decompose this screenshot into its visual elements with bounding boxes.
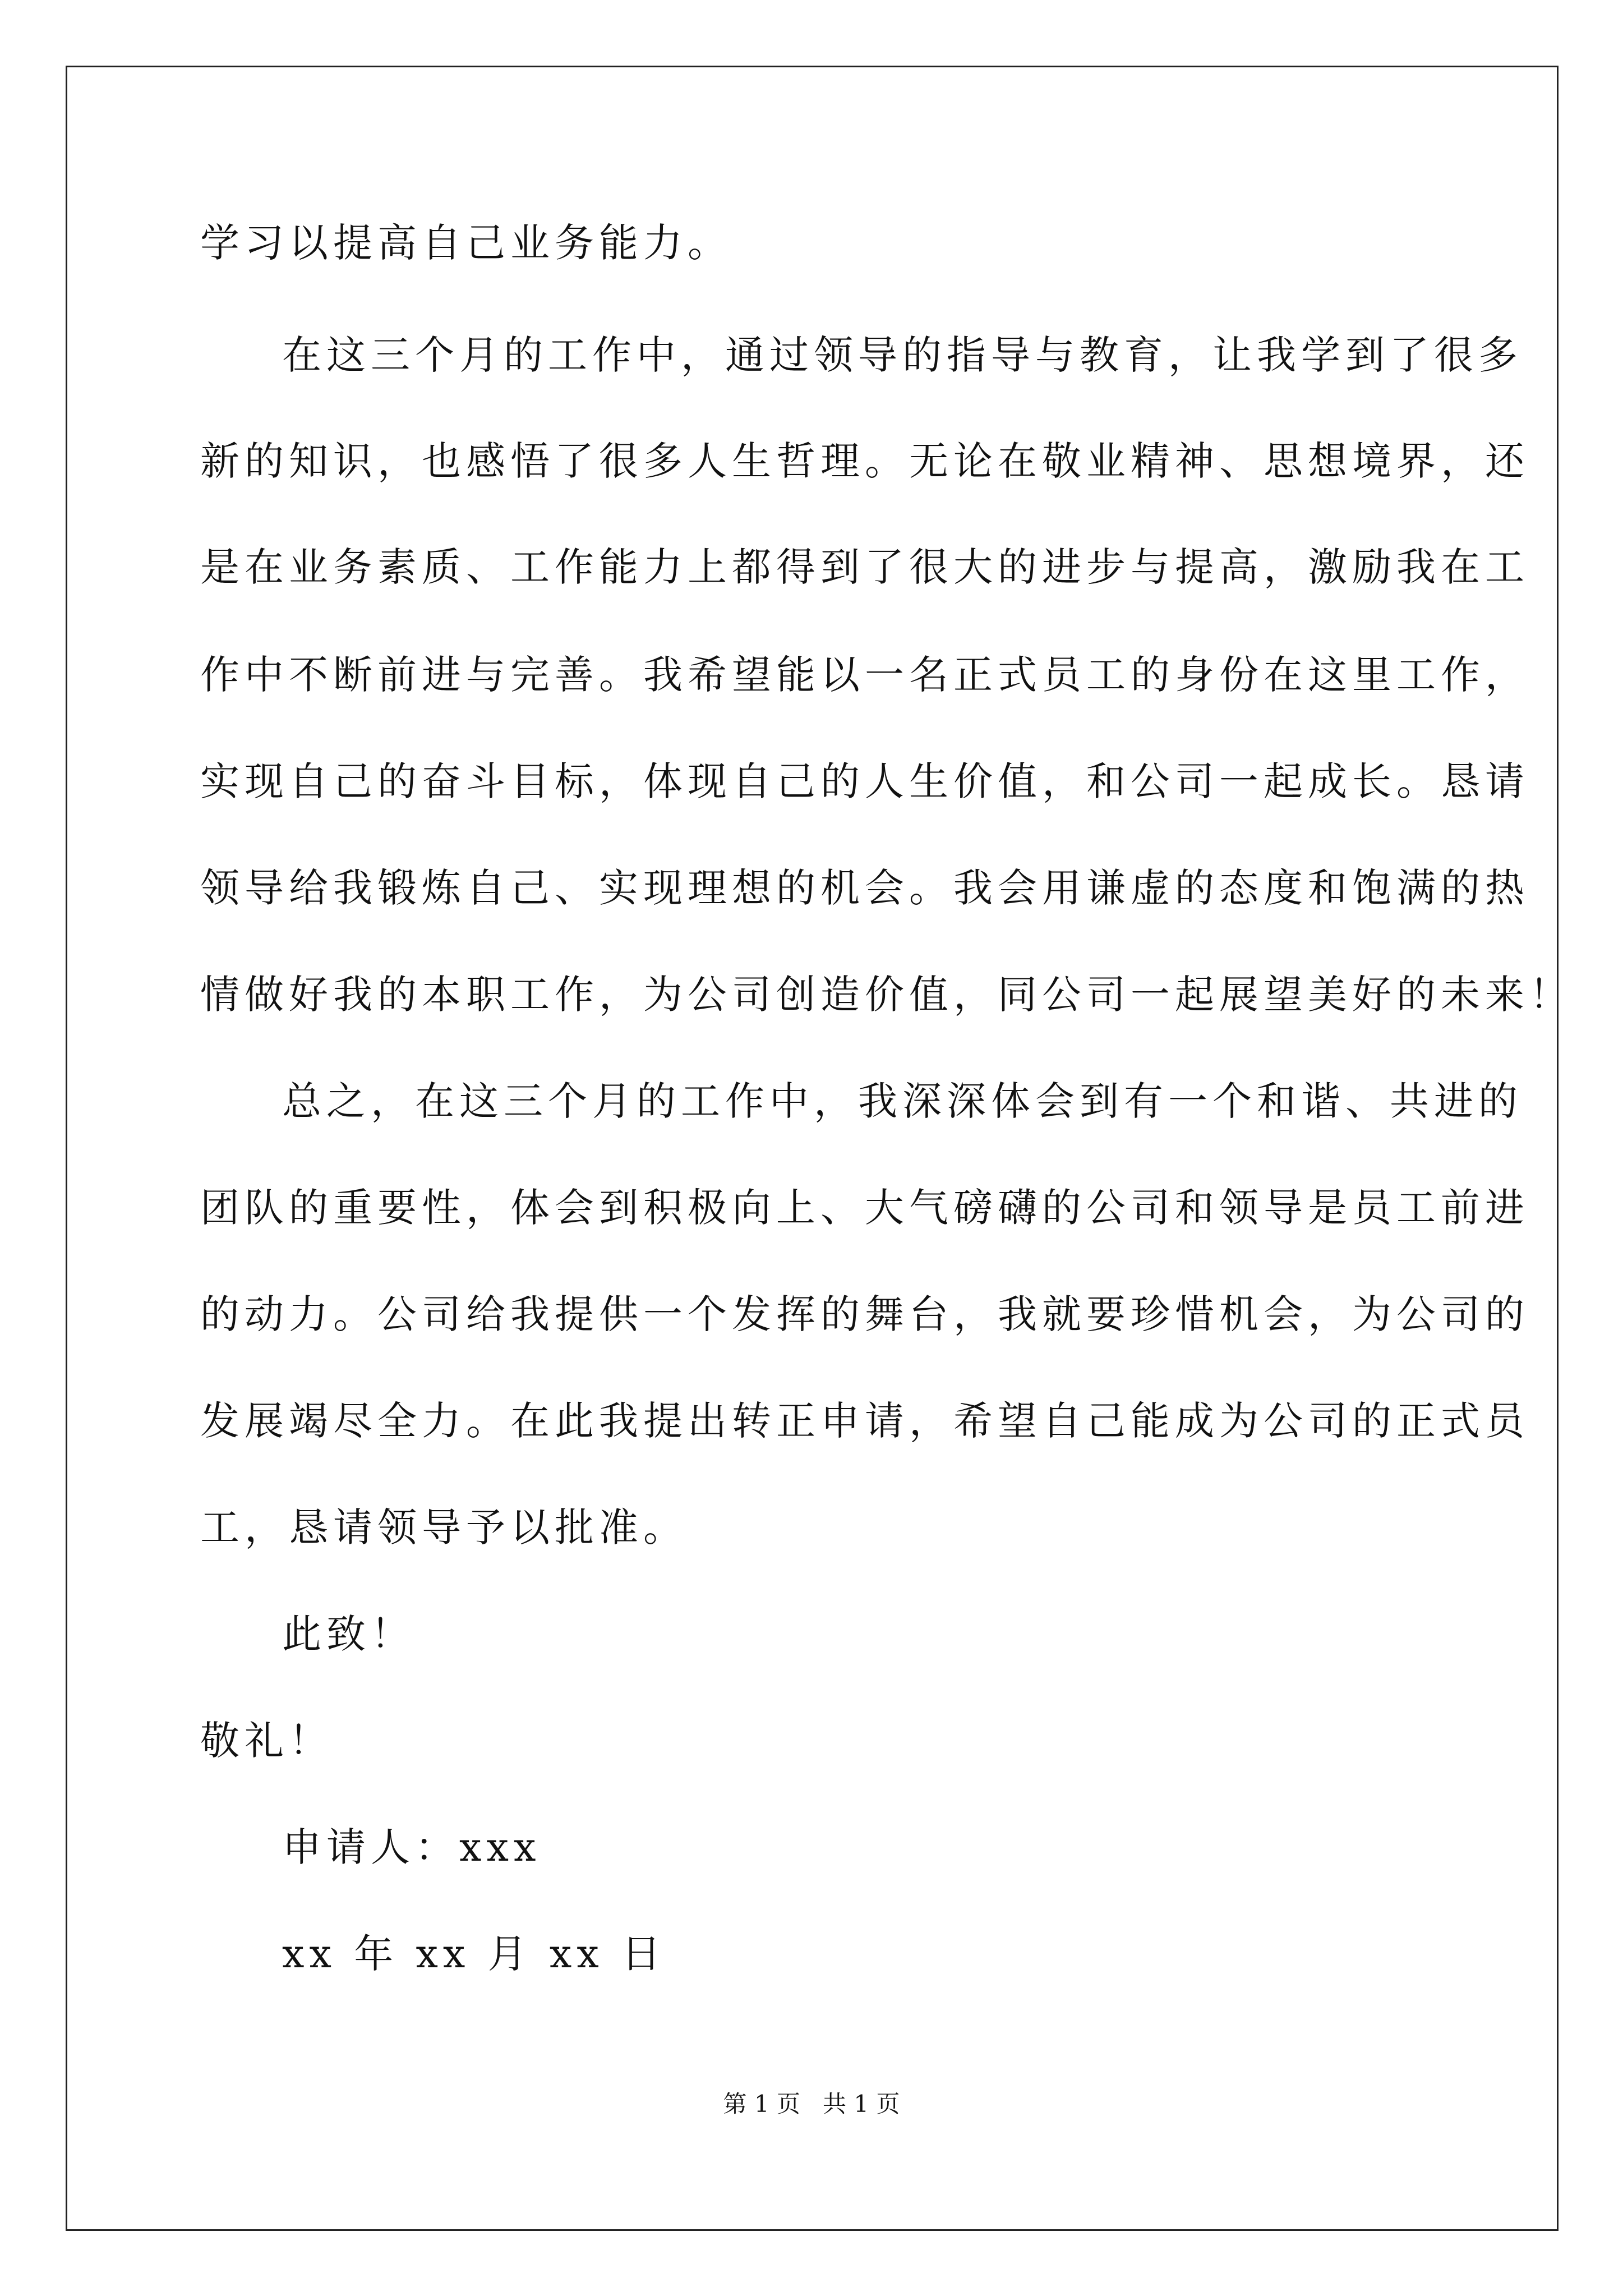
- signature-date: xx 年 xx 月 xx 日: [282, 1931, 666, 1977]
- body-line: 实现自己的奋斗目标，体现自己的人生价值，和公司一起成长。恳请: [200, 758, 1529, 804]
- body-line: 领导给我锻炼自己、实现理想的机会。我会用谦虚的态度和饱满的热: [200, 865, 1529, 911]
- page-number-footer: 第 1 页 共 1 页: [723, 2090, 900, 2118]
- body-line: 情做好我的本职工作，为公司创造价值，同公司一起展望美好的未来！: [200, 972, 1574, 1018]
- body-line: 是在业务素质、工作能力上都得到了很大的进步与提高，激励我在工: [200, 544, 1529, 590]
- body-line: 团队的重要性，体会到积极向上、大气磅礴的公司和领导是员工前进: [200, 1185, 1529, 1231]
- body-line: 的动力。公司给我提供一个发挥的舞台，我就要珍惜机会，为公司的: [200, 1291, 1529, 1337]
- closing-phrase: 此致！: [282, 1611, 415, 1657]
- body-line: 发展竭尽全力。在此我提出转正申请，希望自己能成为公司的正式员: [200, 1398, 1529, 1444]
- salutation: 敬礼！: [200, 1718, 333, 1764]
- page-frame: [66, 66, 1559, 2231]
- body-line: 作中不断前进与完善。我希望能以一名正式员工的身份在这里工作，: [200, 652, 1529, 698]
- paragraph-start: 总之，在这三个月的工作中，我深深体会到有一个和谐、共进的: [282, 1078, 1523, 1124]
- body-line: 学习以提高自己业务能力。: [200, 220, 732, 266]
- body-line: 新的知识，也感悟了很多人生哲理。无论在敬业精神、思想境界，还: [200, 438, 1529, 484]
- body-line: 工，恳请领导予以批准。: [200, 1504, 688, 1550]
- paragraph-start: 在这三个月的工作中，通过领导的指导与教育，让我学到了很多: [282, 332, 1523, 378]
- applicant-signature: 申请人：xxx: [282, 1824, 541, 1870]
